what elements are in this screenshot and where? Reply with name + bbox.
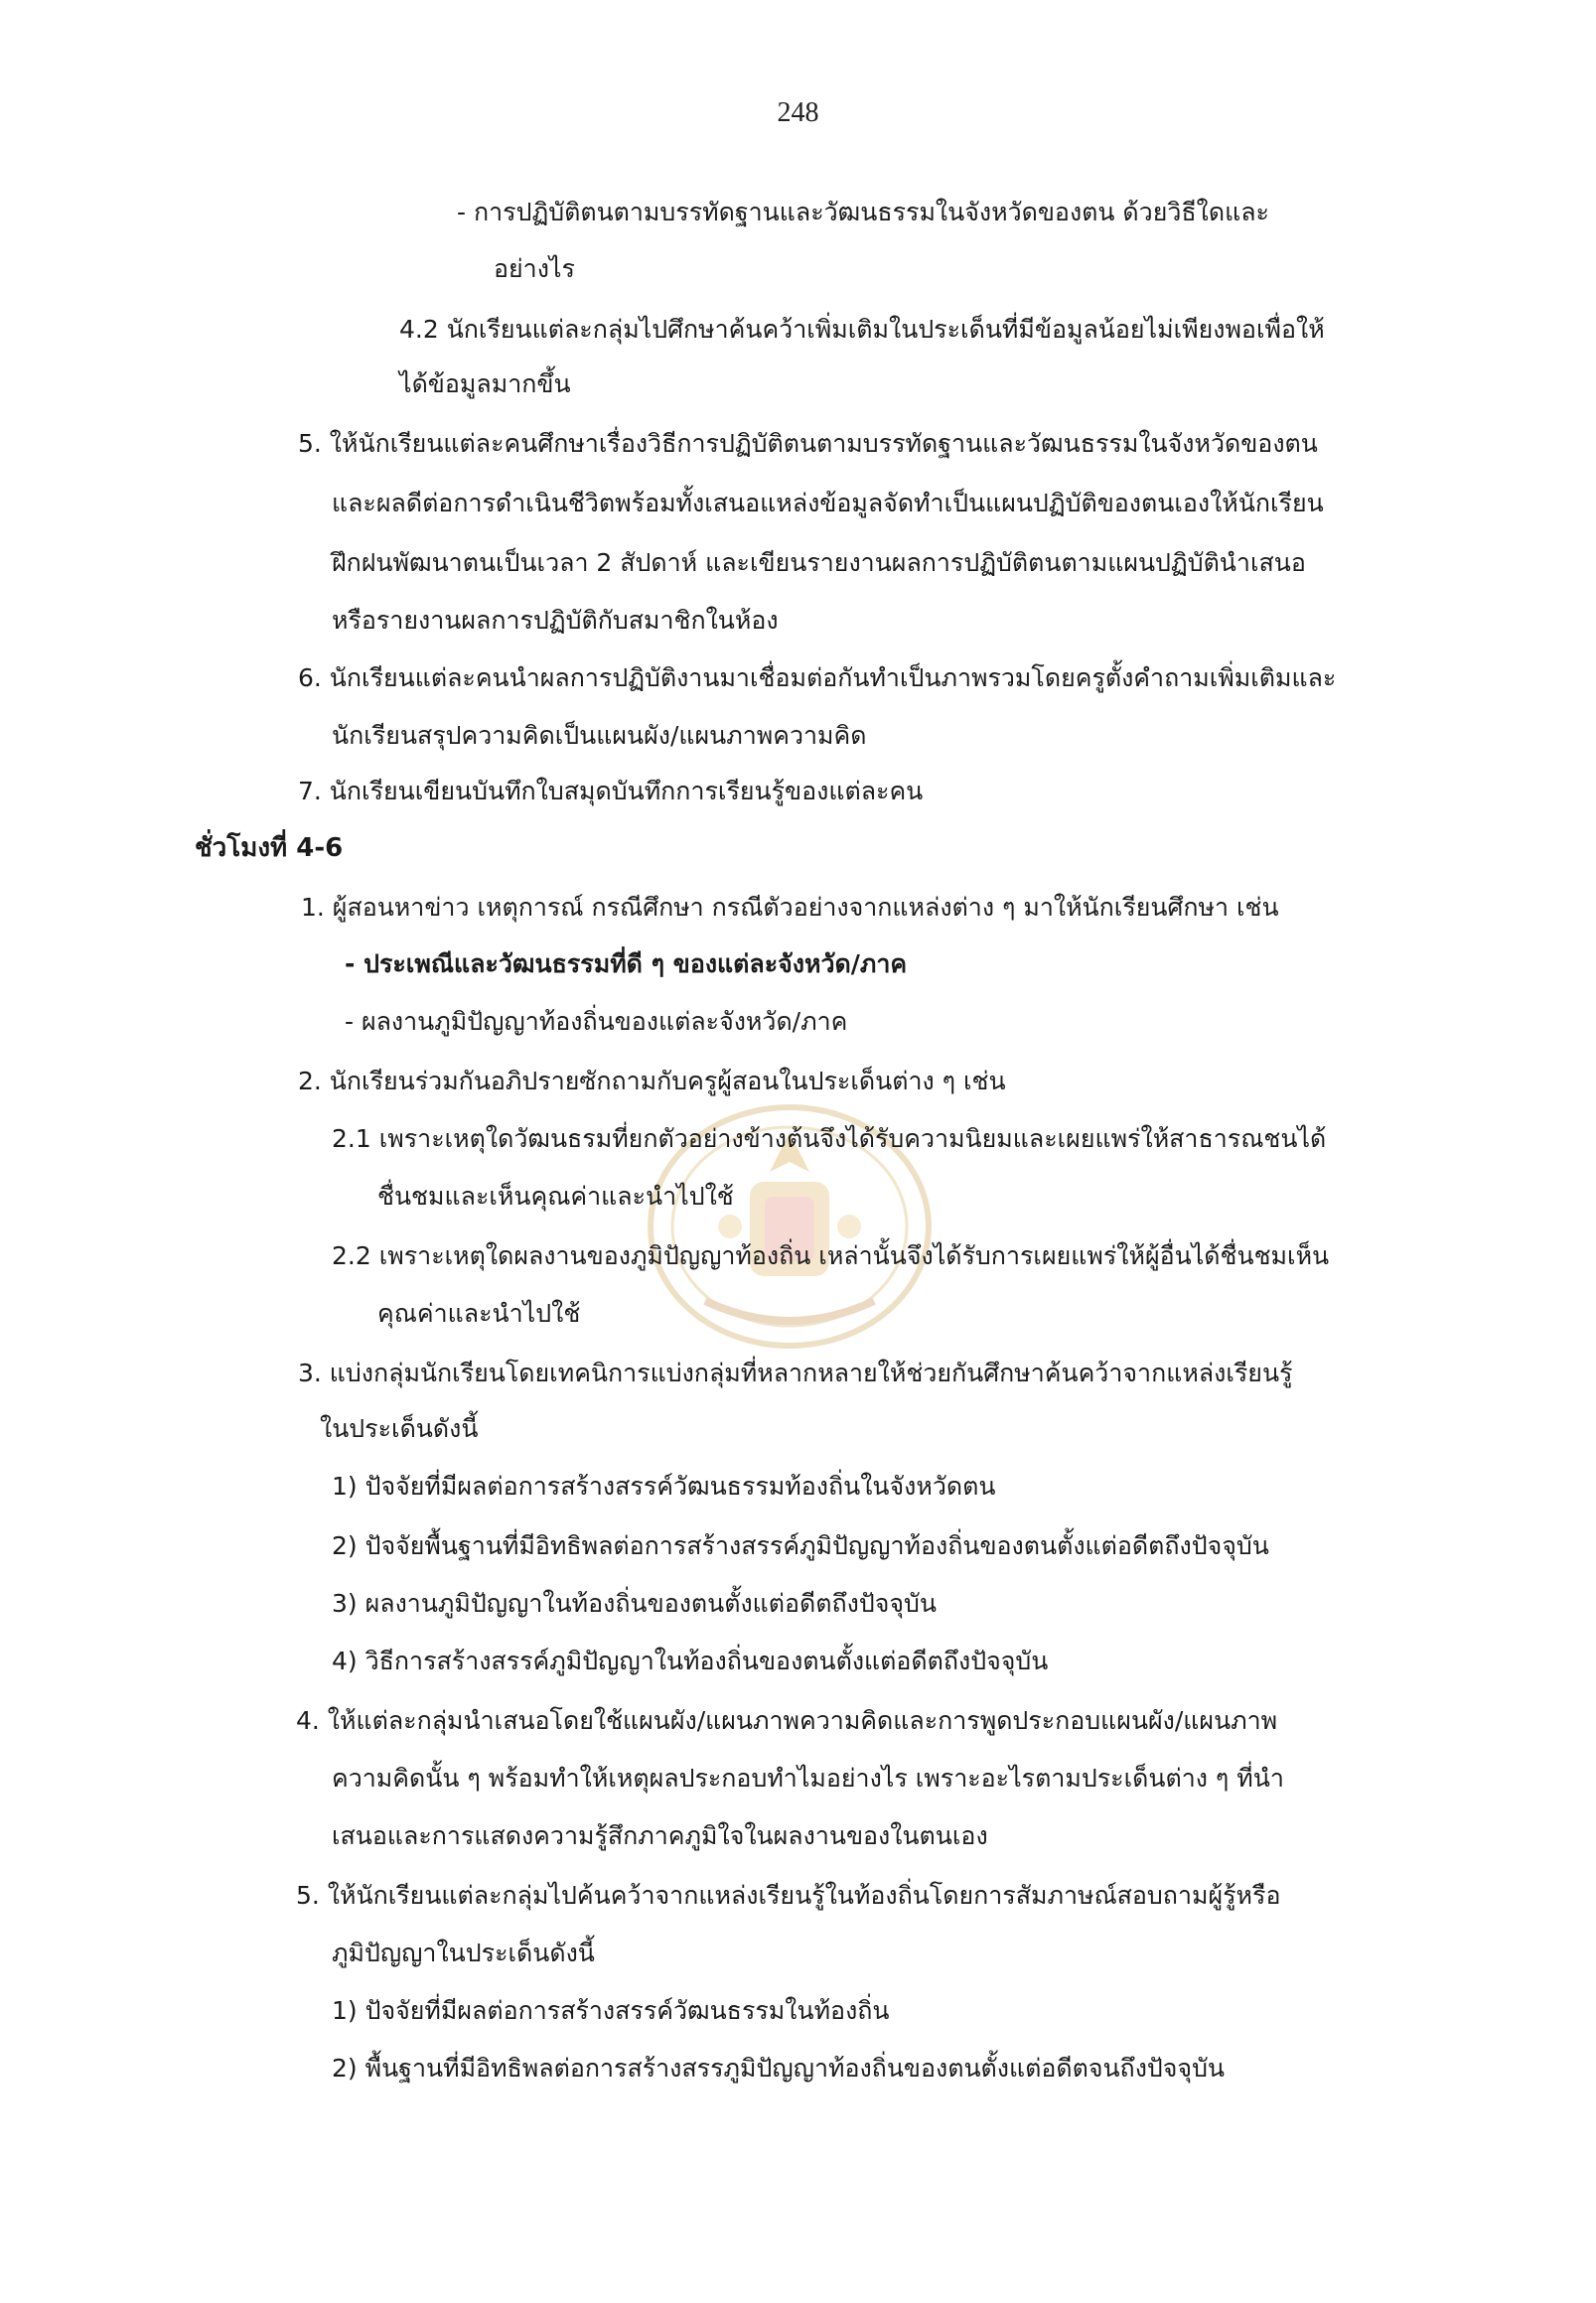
text-line: 4.2 นักเรียนแต่ละกลุ่มไปศึกษาค้นคว้าเพิ่มเติมในประเด็นที่มีข้อมูลน้อยไม่เพียงพอเพื่อให้	[399, 315, 1325, 344]
bullet-item: - ผลงานภูมิปัญญาท้องถิ่นของแต่ละจังหวัด/ภาค	[345, 1007, 848, 1036]
text-line: อย่างไร	[494, 254, 575, 283]
text-line: 1. ผู้สอนหาข่าว เหตุการณ์ กรณีศึกษา กรณีตัวอย่างจากแหล่งต่าง ๆ มาให้นักเรียนศึกษา เช่น	[301, 893, 1279, 922]
text-line: 5. ให้นักเรียนแต่ละกลุ่มไปค้นคว้าจากแหล่งเรียนรู้ในท้องถิ่นโดยการสัมภาษณ์สอบถามผู้รู้หรือ	[296, 1881, 1281, 1910]
text-line: ได้ข้อมูลมากขึ้น	[399, 369, 571, 398]
numbered-item: 3) ผลงานภูมิปัญญาในท้องถิ่นของตนตั้งแต่อดีตถึงปัจจุบัน	[332, 1589, 937, 1618]
text-line: ฝึกฝนพัฒนาตนเป็นเวลา 2 สัปดาห์ และเขียนรายงานผลการปฏิบัติตนตามแผนปฏิบัตินำเสนอ	[332, 548, 1306, 577]
text-line: เสนอและการแสดงความรู้สึกภาคภูมิใจในผลงานของในตนเอง	[332, 1821, 988, 1850]
bullet-item: - ประเพณีและวัฒนธรรมที่ดี ๆ ของแต่ละจังหวัด/ภาค	[345, 949, 908, 978]
numbered-item: 2) พื้นฐานที่มีอิทธิพลต่อการสร้างสรรภูมิปัญญาท้องถิ่นของตนตั้งแต่อดีตจนถึงปัจจุบัน	[332, 2054, 1226, 2083]
text-line: 2.1 เพราะเหตุใดวัฒนธรมที่ยกตัวอย่างข้างต้นจึงได้รับความนิยมและเผยแพร่ให้สาธารณชนได้	[332, 1124, 1327, 1153]
text-line: ในประเด็นดังนี้	[320, 1414, 479, 1443]
numbered-item: 2) ปัจจัยพื้นฐานที่มีอิทธิพลต่อการสร้างสรรค์ภูมิปัญญาท้องถิ่นของตนตั้งแต่อดีตถึงปัจจุบัน	[332, 1531, 1269, 1560]
text-line: 5. ให้นักเรียนแต่ละคนศึกษาเรื่องวิธีการปฏิบัติตนตามบรรทัดฐานและวัฒนธรรมในจังหวัดของตน	[298, 429, 1318, 458]
text-line: หรือรายงานผลการปฏิบัติกับสมาชิกในห้อง	[332, 606, 779, 635]
text-line: ความคิดนั้น ๆ พร้อมทำให้เหตุผลประกอบทำไมอย่างไร เพราะอะไรตามประเด็นต่าง ๆ ที่นำ	[332, 1764, 1284, 1793]
text-line: คุณค่าและนำไปใช้	[377, 1299, 581, 1328]
text-line: 7. นักเรียนเขียนบันทึกใบสมุดบันทึกการเรียนรู้ของแต่ละคน	[298, 777, 924, 805]
numbered-item: 4) วิธีการสร้างสรรค์ภูมิปัญญาในท้องถิ่นของตนตั้งแต่อดีตถึงปัจจุบัน	[332, 1647, 1049, 1675]
text-line: ภูมิปัญญาในประเด็นดังนี้	[332, 1939, 595, 1967]
text-line: 2. นักเรียนร่วมกันอภิปรายซักถามกับครูผู้สอนในประเด็นต่าง ๆ เช่น	[298, 1067, 1006, 1095]
numbered-item: 1) ปัจจัยที่มีผลต่อการสร้างสรรค์วัฒนธรรมท้องถิ่นในจังหวัดตน	[332, 1472, 996, 1501]
numbered-item: 1) ปัจจัยที่มีผลต่อการสร้างสรรค์วัฒนธรรมในท้องถิ่น	[332, 1996, 890, 2025]
page-number: 248	[777, 97, 819, 128]
text-line: นักเรียนสรุปความคิดเป็นแผนผัง/แผนภาพความคิด	[332, 721, 867, 750]
section-heading: ชั่วโมงที่ 4-6	[195, 833, 344, 863]
text-line: 4. ให้แต่ละกลุ่มนำเสนอโดยใช้แผนผัง/แผนภาพความคิดและการพูดประกอบแผนผัง/แผนภาพ	[296, 1706, 1278, 1735]
text-line: 3. แบ่งกลุ่มนักเรียนโดยเทคนิการแบ่งกลุ่มที่หลากหลายให้ช่วยกันศึกษาค้นคว้าจากแหล่งเรียนรู้	[298, 1359, 1293, 1387]
text-line: และผลดีต่อการดำเนินชีวิตพร้อมทั้งเสนอแหล่งข้อมูลจัดทำเป็นแผนปฏิบัติของตนเองให้นักเรียน	[332, 489, 1324, 517]
text-line: - การปฏิบัติตนตามบรรทัดฐานและวัฒนธรรมในจังหวัดของตน ด้วยวิธีใดและ	[457, 198, 1269, 226]
text-line: 2.2 เพราะเหตุใดผลงานของภูมิปัญญาท้องถิ่น เหล่านั้นจึงได้รับการเผยแพร่ให้ผู้อื่นได้ชื่นชมเห็น	[332, 1241, 1330, 1270]
text-line: 6. นักเรียนแต่ละคนนำผลการปฏิบัติงานมาเชื่อมต่อกันทำเป็นภาพรวมโดยครูตั้งคำถามเพิ่มเติมและ	[298, 663, 1337, 692]
text-line: ชื่นชมและเห็นคุณค่าและนำไปใช้	[377, 1182, 734, 1211]
